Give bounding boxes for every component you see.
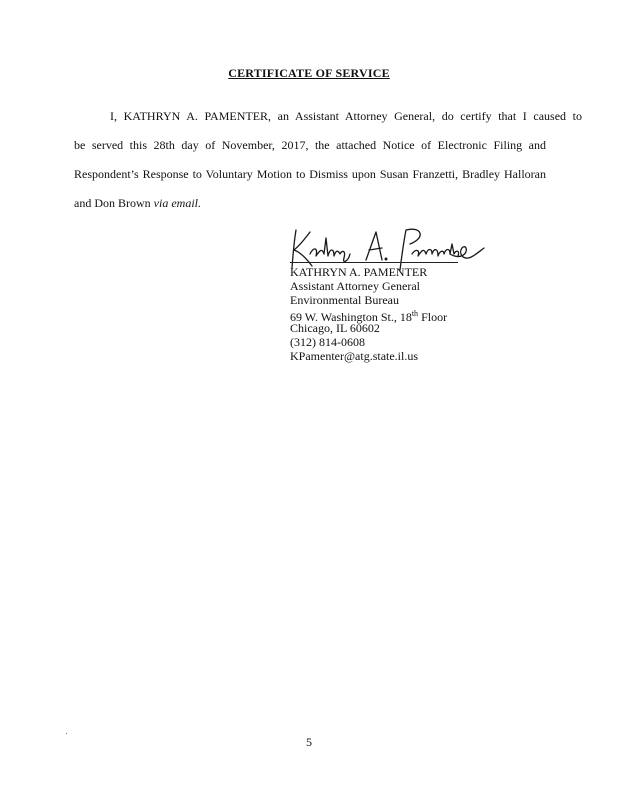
document-title: CERTIFICATE OF SERVICE bbox=[228, 66, 390, 80]
paragraph-line-4-text: and Don Brown bbox=[74, 196, 151, 210]
signer-name: KATHRYN A. PAMENTER bbox=[290, 265, 428, 279]
signer-bureau: Environmental Bureau bbox=[290, 293, 399, 307]
street-text: 69 W. Washington St., 18 bbox=[290, 310, 412, 324]
delivery-method: via email. bbox=[153, 196, 201, 210]
signature-line bbox=[290, 262, 458, 263]
floor-ordinal-suffix: th bbox=[411, 309, 419, 318]
signer-email: KPamenter@atg.state.il.us bbox=[290, 349, 419, 363]
floor-text: Floor bbox=[418, 310, 448, 324]
signer-city: Chicago, IL 60602 bbox=[290, 321, 380, 335]
signer-phone: (312) 814-0608 bbox=[290, 335, 365, 349]
paragraph-line-4 bbox=[74, 197, 201, 209]
scan-mark bbox=[66, 733, 67, 734]
signer-title: Assistant Attorney General bbox=[290, 279, 420, 293]
page-number: 5 bbox=[306, 735, 312, 749]
paragraph-line-3: Respondent’s Response to Voluntary Motion to Dismiss upon Susan Franzetti, Bradley Halloran bbox=[74, 167, 546, 181]
paragraph-line-2: be served this 28th day of November, 2017, the attached Notice of Electronic Filing and bbox=[74, 138, 546, 152]
paragraph-line-1: I, KATHRYN A. PAMENTER, an Assistant Attorney General, do certify that I caused to bbox=[110, 109, 582, 123]
